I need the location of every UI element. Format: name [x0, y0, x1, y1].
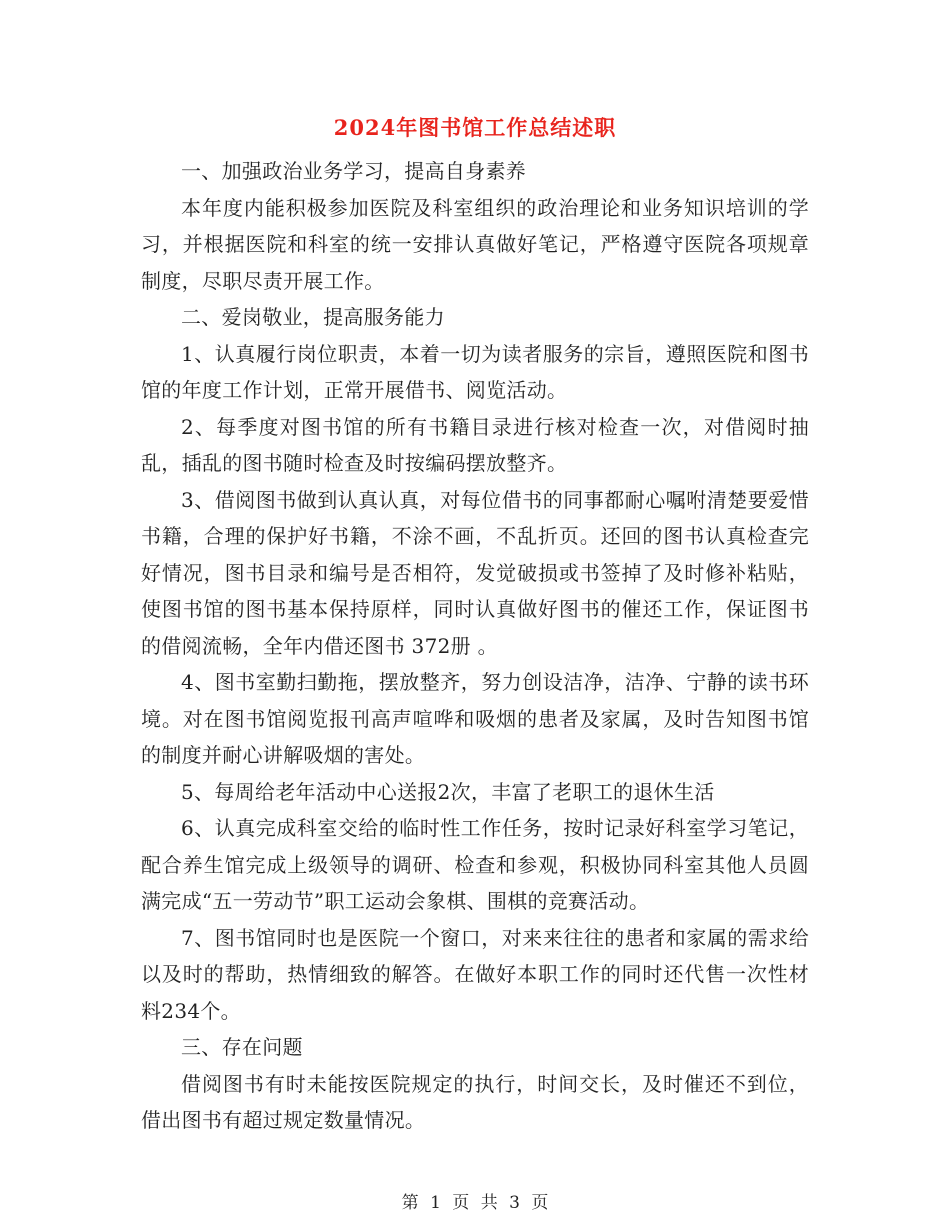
section-heading-service: 二、爱岗敬业，提高服务能力	[181, 305, 445, 329]
document-body	[141, 153, 809, 1139]
paragraph-problems: 借阅图书有时未能按医院规定的执行，时间交长，及时催还不到位，借出图书有超过规定数量情况。	[141, 1071, 809, 1132]
page-number-footer: 第 1 页 共 3 页	[401, 1193, 549, 1213]
paragraph-item-3: 3、借阅图书做到认真认真，对每位借书的同事都耐心嘱咐清楚要爱惜书籍，合理的保护好书籍，不涂不画，不乱折页。还回的图书认真检查完好情况，图书目录和编号是否相符，发觉破损或书签掉了及时修补粘贴，使图书馆的图书基本保持原样，同时认真做好图书的催还工作，保证图书的借阅流畅，全年内借还图书 372册 。	[141, 487, 809, 658]
section-heading-politics: 一、加强政治业务学习，提高自身素养	[181, 159, 527, 183]
paragraph-item-4: 4、图书室勤扫勤拖，摆放整齐，努力创设洁净，洁净、宁静的读书环境。对在图书馆阅览报刊高声喧哗和吸烟的患者及家属，及时告知图书馆的制度并耐心讲解吸烟的害处。	[141, 670, 809, 767]
paragraph-item-1: 1、认真履行岗位职责，本着一切为读者服务的宗旨，遵照医院和图书馆的年度工作计划，正常开展借书、阅览活动。	[141, 341, 809, 402]
section-heading-problems: 三、存在问题	[181, 1035, 303, 1059]
paragraph-item-7: 7、图书馆同时也是医院一个窗口，对来来往往的患者和家属的需求给以及时的帮助，热情细致的解答。在做好本职工作的同时还代售一次性材料234个。	[141, 925, 809, 1023]
paragraph-politics-study: 本年度内能积极参加医院及科室组织的政治理论和业务知识培训的学习，并根据医院和科室的统一安排认真做好笔记，严格遵守医院各项规章制度，尽职尽责开展工作。	[141, 195, 809, 293]
paragraph-item-2: 2、每季度对图书馆的所有书籍目录进行核对检查一次，对借阅时抽乱，插乱的图书随时检查及时按编码摆放整齐。	[141, 414, 809, 475]
paragraph-item-6: 6、认真完成科室交给的临时性工作任务，按时记录好科室学习笔记，配合养生馆完成上级领导的调研、检查和参观，积极协同科室其他人员圆满完成“五一劳动节”职工运动会象棋、围棋的竞赛活动。	[141, 816, 809, 913]
document-title: 2024年图书馆工作总结述职	[333, 115, 617, 140]
paragraph-item-5: 5、每周给老年活动中心送报2次，丰富了老职工的退休生活	[181, 779, 715, 804]
